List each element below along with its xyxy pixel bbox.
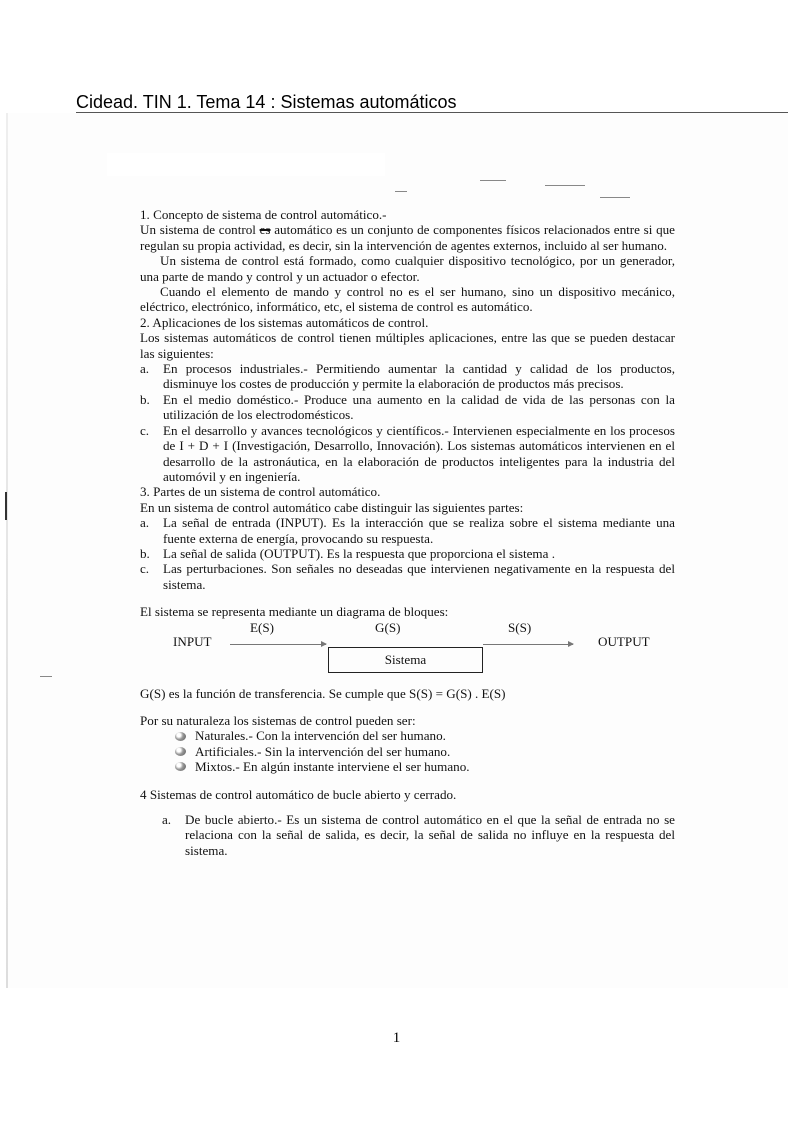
nature-list: [175, 728, 675, 774]
scan-speck: [395, 191, 407, 192]
output-arrow: [483, 644, 573, 645]
section1-p1-end: automático es un conjunto de componentes físicos relacionados entre si que regulan su propia actividad, es decir, sin la intervención de agentes externos, incluido al ser humano.: [140, 222, 675, 253]
section1-p1-start: Un sistema de control: [140, 222, 260, 238]
system-block-label: Sistema: [384, 651, 427, 667]
scan-edge: [6, 113, 8, 988]
list-item: [162, 812, 675, 858]
diagram-label-es: E(S): [250, 619, 275, 635]
list-text: La señal de entrada (INPUT). Es la interacción que se realiza sobre el sistema mediante una fuente externa de energía, provocando su respuesta.: [163, 515, 675, 546]
list-marker: c.: [140, 422, 150, 438]
diagram-label-ss: S(S): [508, 619, 532, 635]
nature-intro: Por su naturaleza los sistemas de control pueden ser:: [140, 712, 416, 728]
section4-heading: 4 Sistemas de control automático de bucle abierto y cerrado.: [140, 786, 457, 802]
nature-text: Mixtos.- En algún instante interviene el ser humano.: [195, 759, 470, 775]
transfer-function: G(S) es la función de transferencia. Se cumple que S(S) = G(S) . E(S): [140, 685, 506, 701]
list-text: La señal de salida (OUTPUT). Es la respuesta que proporciona el sistema .: [163, 545, 555, 561]
list-marker: b.: [140, 545, 150, 561]
whiteout-patch: [107, 153, 385, 176]
nature-item: [175, 728, 675, 743]
diagram-input-label: INPUT: [173, 633, 212, 649]
section2-intro: Los sistemas automáticos de control tienen múltiples aplicaciones, entre las que se pueden destacar las siguientes:: [140, 330, 675, 361]
scan-mark: [5, 492, 7, 520]
list-marker: a.: [140, 515, 150, 531]
bullet-icon: [175, 732, 186, 741]
section1-paragraph-1: [140, 222, 675, 253]
section2-heading: 2. Aplicaciones de los sistemas automáticos de control.: [140, 314, 429, 330]
list-item: [140, 361, 675, 392]
list-marker: b.: [140, 391, 150, 407]
page-header-title: Cidead. TIN 1. Tema 14 : Sistemas automáticos: [76, 92, 457, 112]
system-block: [328, 647, 483, 673]
input-arrow: [230, 644, 326, 645]
bullet-icon: [175, 762, 186, 771]
list-text: Las perturbaciones. Son señales no deseadas que intervienen negativamente en la respuesta del sistema.: [163, 561, 675, 592]
section1-paragraph-3: Cuando el elemento de mando y control no es el ser humano, sino un dispositivo mecánico, eléctrico, electrónico, informático, etc, el sistema de control es automático.: [140, 284, 675, 315]
list-text: En procesos industriales.- Permitiendo aumentar la cantidad y calidad de los productos, disminuye los costes de producción y permite la elaboración de productos más precisos.: [163, 361, 675, 392]
section1-heading: 1. Concepto de sistema de control automático.-: [140, 207, 387, 222]
list-item: [140, 515, 675, 546]
scan-speck: [600, 197, 630, 198]
block-diagram: [138, 620, 675, 678]
list-marker: a.: [162, 812, 172, 827]
list-item: [140, 392, 675, 423]
struck-word: es: [259, 222, 271, 238]
nature-text: Artificiales.- Sin la intervención del ser humano.: [195, 743, 451, 759]
list-text: En el desarrollo y avances tecnológicos y científicos.- Intervienen especialmente en los procesos de I + D + I (Investigación, Desarrollo, Innovación). Los sistemas automáticos intervienen en el desarrollo de la astronáutica, en la elaboración de productos inteligentes para la industria del automóvil y en ingeniería.: [163, 422, 675, 484]
section3-heading: 3. Partes de un sistema de control automático.: [140, 484, 381, 500]
bullet-icon: [175, 747, 186, 756]
diagram-output-label: OUTPUT: [598, 633, 650, 649]
section1-paragraph-2: Un sistema de control está formado, como cualquier dispositivo tecnológico, por un generador, una parte de mando y control y un actuador o efector.: [140, 253, 675, 284]
page-number: 1: [392, 1030, 401, 1046]
list-marker: c.: [140, 561, 150, 577]
document-body: [140, 207, 675, 858]
list-item: [140, 561, 675, 592]
nature-item: [175, 759, 675, 774]
list-marker: a.: [140, 361, 150, 377]
diagram-label-gs: G(S): [375, 619, 401, 635]
scan-speck: [480, 180, 506, 181]
list-item: [140, 546, 675, 561]
diagram-intro: El sistema se representa mediante un diagrama de bloques:: [140, 604, 449, 620]
nature-item: [175, 744, 675, 759]
scan-speck: [40, 676, 52, 677]
scan-speck: [545, 185, 585, 186]
list-text: En el medio doméstico.- Produce una aumento en la calidad de vida de las personas con la utilización de los electrodomésticos.: [163, 391, 675, 423]
list-item: [140, 423, 675, 485]
nature-text: Naturales.- Con la intervención del ser humano.: [195, 728, 446, 744]
list-text: De bucle abierto.- Es un sistema de control automático en el que la señal de entrada no se relaciona con la señal de salida, es decir, la señal de salida no influye en la respuesta del sistema.: [185, 812, 675, 858]
section3-intro: En un sistema de control automático cabe distinguir las siguientes partes:: [140, 499, 524, 515]
